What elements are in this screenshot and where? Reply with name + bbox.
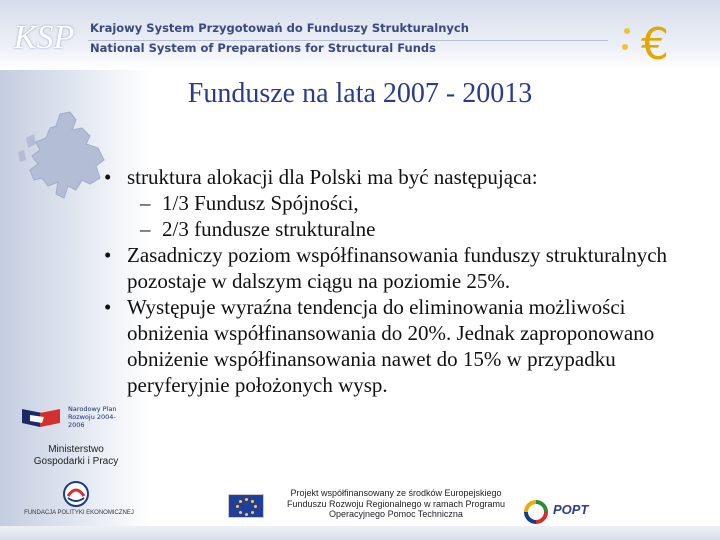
popt-logo-icon (522, 498, 550, 526)
bullet-item (100, 164, 670, 190)
bullet-marker: • (104, 295, 112, 319)
ministry-label: Ministerstwo Gospodarki i Pracy (33, 444, 119, 467)
dash-marker: – (140, 191, 151, 215)
eu-flag-icon (228, 494, 264, 518)
foundation-logo (62, 480, 90, 508)
bullet-list (100, 164, 670, 398)
bullet-marker: • (104, 165, 112, 189)
bullet-text: Występuje wyraźna tendencja do eliminowania możliwości obniżenia współfinansowania do 20%. Jednak zaproponowano obniżenie współfinansowania nawet do 15% w przypadku peryferyjnie położonych wysp. (127, 295, 655, 397)
bullet-text: struktura alokacji dla Polski ma być następująca: (127, 165, 538, 189)
eu-star (245, 513, 248, 516)
bullet-item (100, 294, 670, 398)
org-name-english: National System of Preparations for Structural Funds (90, 41, 436, 55)
popt-label: POPT (553, 502, 589, 517)
eu-star (254, 505, 257, 508)
dash-marker: – (140, 217, 151, 241)
org-name-polish: Krajowy System Przygotowań do Funduszy Strukturalnych (90, 21, 469, 35)
slide-title: Fundusze na lata 2007 - 20013 (187, 78, 533, 109)
eu-star (239, 511, 242, 514)
header-band (0, 0, 720, 70)
euro-dot-decoration (624, 28, 630, 34)
eu-star (251, 500, 254, 503)
bullet-text: Zasadniczy poziom współfinansowania funduszy strukturalnych pozostaje w dalszym ciągu na poziomie 25%. (127, 243, 668, 293)
sub-bullet-text: 2/3 fundusze strukturalne (162, 217, 376, 241)
eu-star (251, 511, 254, 514)
euro-icon: € (641, 19, 669, 70)
euro-dot-decoration (622, 44, 628, 50)
footer-bar (0, 526, 720, 540)
sub-bullet-text: 1/3 Fundusz Spójności, (162, 191, 359, 215)
eu-star (245, 498, 248, 501)
sub-bullet-item (100, 190, 670, 216)
bullet-item (100, 242, 670, 294)
eu-star (239, 500, 242, 503)
project-cofinancing-text: Projekt współfinansowany ze środków Europejskiego Funduszu Rozwoju Regionalnego w ramach Programu Operacyjnego Pomoc Techniczna (286, 488, 506, 519)
sub-bullet-item (100, 216, 670, 242)
npr-label: Narodowy Plan Rozwoju 2004-2006 (68, 405, 117, 429)
npr-flag-logo (20, 405, 64, 431)
foundation-name: FUNDACJA POLITYKI EKONOMICZNEJ (24, 510, 134, 516)
bullet-marker: • (104, 243, 112, 267)
eu-star (236, 505, 239, 508)
ksp-logo: KSP (13, 19, 75, 56)
